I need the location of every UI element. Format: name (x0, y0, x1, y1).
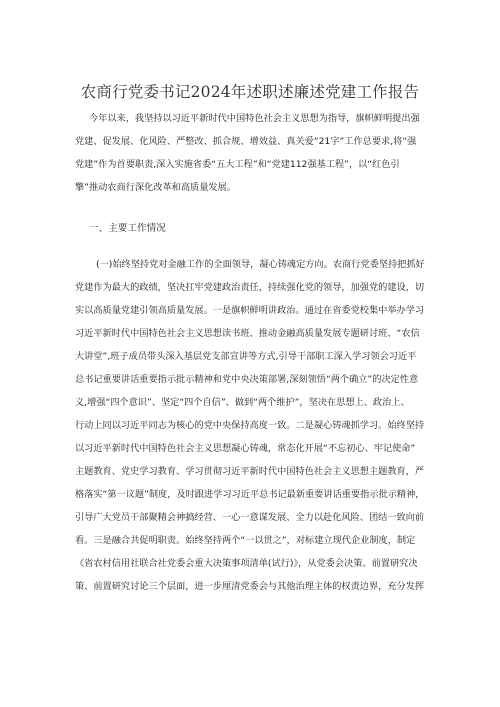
body-line: 主题教育、党史学习教育、学习贯彻习近平新时代中国特色社会主义思想主题教育，严 (75, 466, 425, 477)
section-heading: 一、主要工作情况 (89, 223, 166, 234)
intro-line: 党建”作为首要职责,深入实施省委“五大工程”和“党建112强基工程”，以“红色引 (75, 159, 400, 170)
body-line: 总书记重要讲话重要指示批示精神和党中央决策部署,深刻领悟“两个确立”的决定性意 (75, 374, 419, 385)
body-line: 党建作为最大的政绩，坚决扛牢党建政治责任，持续强化党的领导，加强党的建设，切 (75, 282, 425, 293)
intro-line: 党建、促发展、化风险、严整改、抓合规、增效益、真关爱“21字”工作总要求,将“强 (75, 136, 417, 147)
intro-line: 擎”推动农商行深化改革和高质量发展。 (75, 182, 236, 193)
body-line: (一)始终坚持党对金融工作的全面领导，凝心铸魂定方向。农商行党委坚持把抓好 (96, 259, 425, 270)
body-line: 以习近平新时代中国特色社会主义思想凝心铸魂，常态化开展“不忘初心、牢记使命” (75, 443, 416, 454)
body-line: 习近平新时代中国特色社会主义思想读书班、推动金融高质量发展专题研讨班、“农信 (75, 328, 420, 339)
body-line: 义,增强“四个意识”、坚定“四个自信”、做到“两个维护”，坚决在思想上、政治上、 (75, 397, 410, 408)
intro-line: 今年以来，我坚持以习近平新时代中国特色社会主义思想为指导，旗帜鲜明提出强 (89, 113, 420, 124)
body-line: 行动上同以习近平同志为核心的党中央保持高度一致。二是凝心铸魂抓学习。始终坚持 (75, 420, 425, 431)
body-line: 策、前置研究讨论三个层面，进一步厘清党委会与其他治理主体的权责边界，充分发挥 (75, 581, 425, 592)
document-title: 农商行党委书记2024年述职述廉述党建工作报告 (80, 83, 420, 101)
body-line: 格落实“第一议题”制度，及时跟进学习习近平总书记最新重要讲话重要指示批示精神， (75, 489, 425, 500)
body-line: 《省农村信用社联合社党委会重大决策事项清单(试行)》，从党委会决策、前置研究决 (75, 558, 418, 569)
body-line: 实以高质量党建引领高质量发展。一是旗帜鲜明讲政治。通过在省委党校集中举办学习 (75, 305, 425, 316)
body-line: 大讲堂”,班子成员带头深入基层党支部宣讲等方式,引导干部职工深入学习领会习近平 (75, 351, 417, 362)
body-line: 引导广大党员干部聚精会神搞经营、一心一意谋发展、全力以赴化风险、团结一致向前 (75, 512, 425, 523)
body-line: 看。三是融合共促明职责。始终坚持两个“一以贯之”，对标建立现代企业制度，制定 (75, 535, 416, 546)
